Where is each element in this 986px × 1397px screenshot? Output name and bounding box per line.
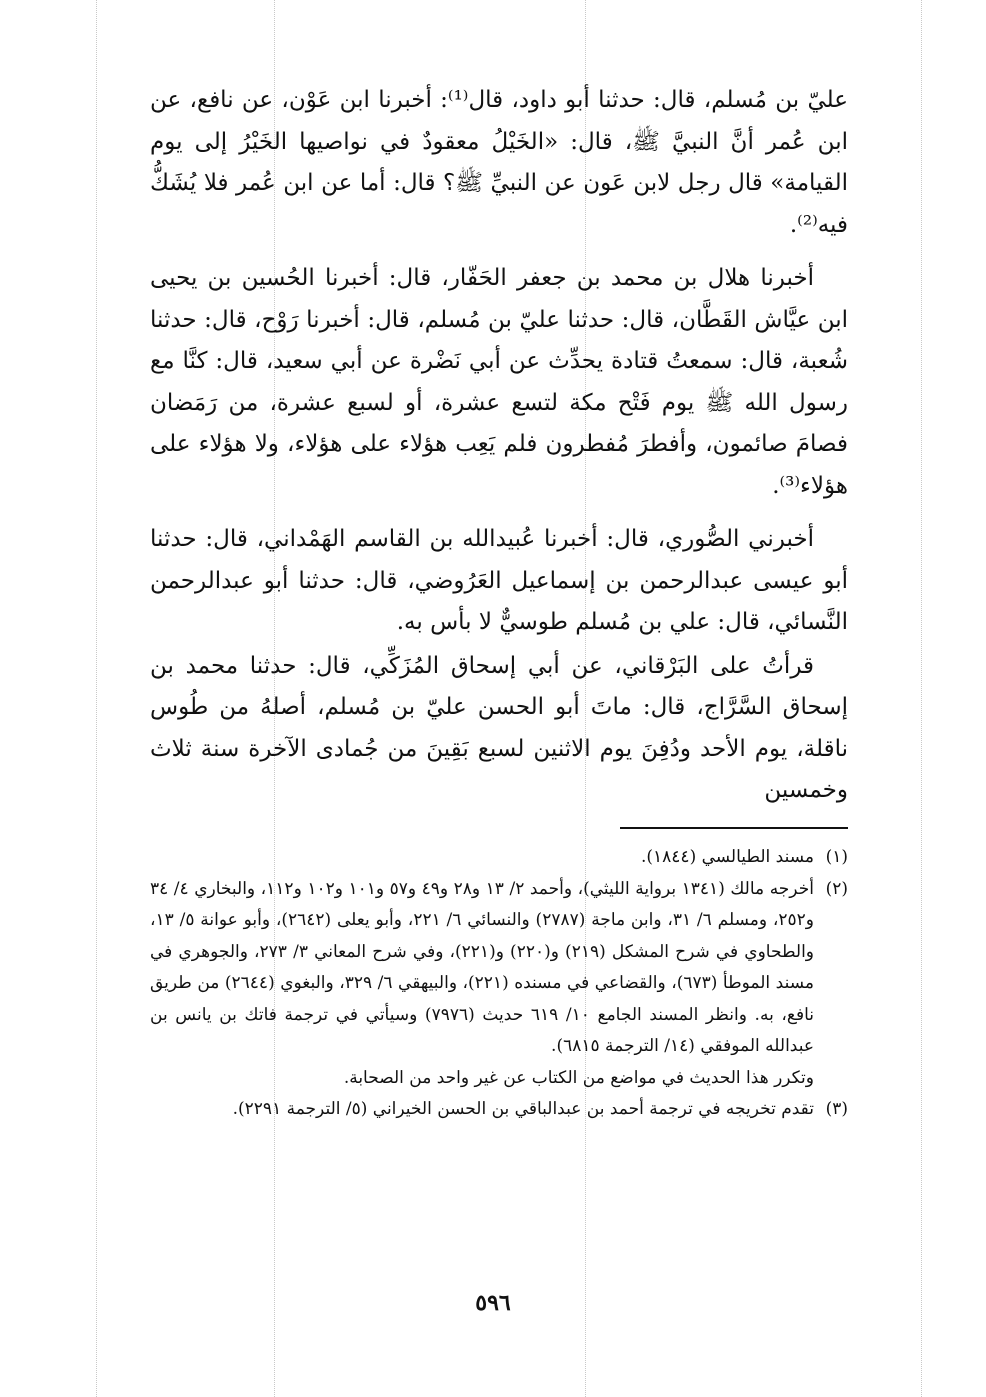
- paragraph-2: أخبرنا هلال بن محمد بن جعفر الحَفّار، قال: أخبرنا الحُسين بن يحيى ابن عيَّاش القَطَّان، قال: حدثنا عليّ بن مُسلم، قال: أخبرنا رَوْح، قال: حدثنا شُعبة، قال: سمعتُ قتادة يحدِّث عن أبي نَضْرة عن أبي سعيد، قال: كنَّا مع رسول الله ﷺ يوم فَتْح مكة لتسع عشرة، أو لسبع عشرة، من رَمَضان فصامَ صائمون، وأفطرَ مُفطرون فلم يَعِب هؤلاء على هؤلاء، ولا هؤلاء على هؤلاء⁽³⁾.: [150, 265, 848, 499]
- paragraph-4: قرأتُ على البَرْقاني، عن أبي إسحاق المُزَكِّي، قال: حدثنا محمد بن إسحاق السَّرَّاج، قال: ماتَ أبو الحسن عليّ بن مُسلم، أصلهُ من طُوس ناقلة، يوم الأحد ودُفِنَ يوم الاثنين لسبع بَقِينَ من جُمادى الآخرة سنة ثلاث وخمسين: [150, 652, 848, 803]
- main-text: [150, 80, 848, 812]
- footnote-body: أخرجه مالك (١٣٤١ برواية الليثي)، وأحمد ٢/ ١٣ و٢٨ و٤٩ و٥٧ و١٠١ و١٠٢ و١١٢، والبخاري ٤/ ٣٤ و٢٥٢، ومسلم ٦/ ٣١، وابن ماجة (٢٧٨٧) والنسائي ٦/ ٢٢١، وأبو يعلى (٢٦٤٢)، وأبو عوانة ٥/ ١٣، والطحاوي في شرح المشكل (٢١٩) و(٢٢٠) و(٢٢١)، وفي شرح المعاني ٣/ ٢٧٣، والجوهري في مسند الموطأ (٦٧٣)، والقضاعي في مسنده (٢٢١)، والبيهقي ٦/ ٣٢٩، والبغوي (٢٦٤٤) من طريق نافع، به. وانظر المسند الجامع ١٠/ ٦١٩ حديث (٧٩٧٦) وسيأتي في ترجمة فاتك بن يانس بن عبدالله الموفقي (١٤/ الترجمة ٦٨١٥).: [150, 878, 815, 1056]
- paragraph-1: عليّ بن مُسلم، قال: حدثنا أبو داود، قال⁽¹⁾: أخبرنا ابن عَوْن، عن نافع، عن ابن عُمر أنَّ النبيَّ ﷺ، قال: «الخَيْلُ معقودٌ في نواصيها الخَيْرُ إلى يوم القيامة» قال رجل لابن عَون عن النبيِّ ﷺ؟ قال: أما عن ابن عُمر فلا يُشَكُّ فيه⁽²⁾.: [150, 87, 848, 238]
- paragraph-3: أخبرني الصُّوري، قال: أخبرنا عُبيدالله بن القاسم الهَمْداني، قال: حدثنا أبو عيسى عبدالرحمن بن إسماعيل العَرُوضي، قال: حدثنا أبو عبدالرحمن النَّسائي، قال: علي بن مُسلم طوسيٌّ لا بأس به.: [150, 526, 848, 635]
- footnote-body: مسند الطيالسي (١٨٤٤).: [640, 847, 814, 867]
- footnote-number: (٢): [825, 878, 848, 899]
- scan-line: [921, 0, 922, 1397]
- footnote-separator: [620, 827, 848, 829]
- footnote-1: [150, 842, 848, 874]
- footnote-text: [150, 1094, 814, 1126]
- footnote-2: [150, 874, 848, 1095]
- footnote-3: [150, 1094, 848, 1126]
- scan-line: [96, 0, 97, 1397]
- footnote-body: تقدم تخريجه في ترجمة أحمد بن عبدالباقي بن الحسن الخيراني (٥/ الترجمة ٢٢٩١).: [232, 1099, 814, 1119]
- footnote-number: (١): [825, 847, 848, 867]
- page-number: ٥٩٦: [475, 1290, 511, 1316]
- footnote-extra: وتكرر هذا الحديث في مواضع من الكتاب عن غير واحد من الصحابة.: [343, 1067, 814, 1088]
- footnote-text: [150, 842, 814, 874]
- footnotes: [150, 842, 848, 1126]
- footnote-number: (٣): [825, 1099, 848, 1119]
- footnote-text: [150, 874, 814, 1095]
